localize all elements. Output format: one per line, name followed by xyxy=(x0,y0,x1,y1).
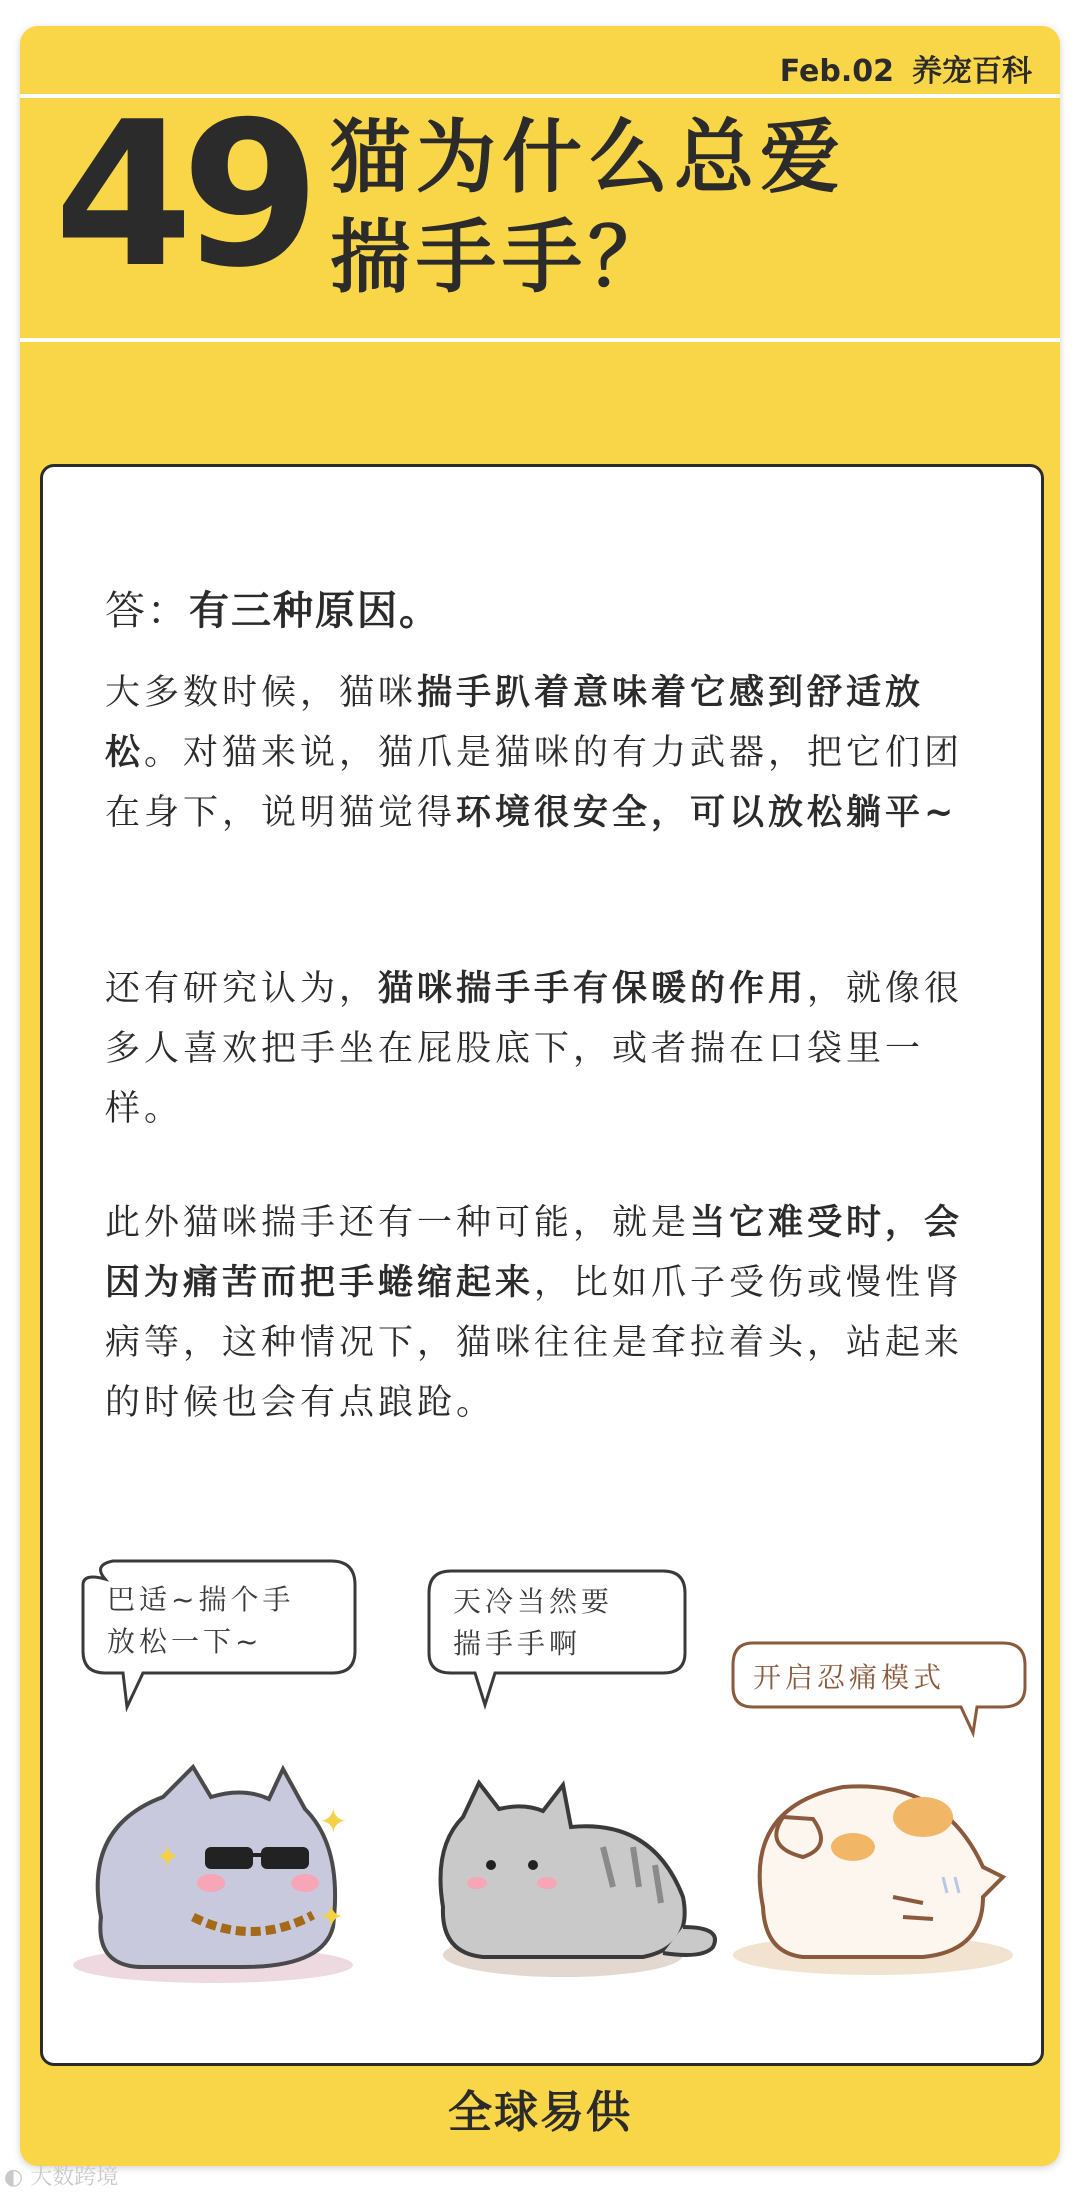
cat2-bubble-line1: 天冷当然要 xyxy=(453,1585,614,1618)
para2-text-1: 还有研究认为， xyxy=(105,969,379,1009)
content-panel xyxy=(40,464,1044,2066)
svg-text:✦: ✦ xyxy=(319,1900,345,1935)
svg-text:✦: ✦ xyxy=(155,1840,181,1875)
page-title xyxy=(330,108,846,308)
answer-line xyxy=(105,579,441,636)
paragraph-1 xyxy=(105,663,985,843)
para3-bold-1: 当它难受时，会因为痛苦而把手蜷缩起来 xyxy=(105,1203,964,1303)
cat2-speech-bubble xyxy=(429,1571,685,1705)
cat1-bubble-line1: 巴适~揣个手 xyxy=(107,1583,295,1616)
cool-cat xyxy=(73,1767,353,1983)
para3-text-2: ，比如爪子受伤或慢性肾病等，这种情况下，猫咪往往是耷拉着头，站起来的时候也会有点踉跄。 xyxy=(105,1263,964,1423)
answer-prefix: 答： xyxy=(105,588,189,634)
svg-text:✦: ✦ xyxy=(319,1802,348,1842)
calico-cat xyxy=(733,1786,1013,1975)
cat1-bubble-line2: 放松一下~ xyxy=(107,1625,263,1658)
cats-illustration xyxy=(43,1547,1041,2017)
cat2-bubble-line2: 揣手手啊 xyxy=(453,1627,582,1660)
footer-brand: 全球易供 xyxy=(448,2087,632,2138)
header-bottom-rule xyxy=(20,338,1060,342)
para1-text-2: 。对猫来说，猫爪是猫咪的有力武器，把它们团在身下，说明猫觉得 xyxy=(105,733,964,833)
title-line-1: 猫为什么总爱 xyxy=(330,111,846,204)
watermark-text: 大数跨境 xyxy=(30,2165,119,2190)
article-number: 49 xyxy=(54,79,309,312)
answer-text: 有三种原因。 xyxy=(189,588,441,634)
cat3-bubble-line1: 开启忍痛模式 xyxy=(753,1661,946,1694)
para2-text-2: ，就像很多人喜欢把手坐在屁股底下，或者揣在口袋里一样。 xyxy=(105,969,964,1129)
paragraph-2 xyxy=(105,959,985,1139)
sunglasses-left xyxy=(205,1847,253,1869)
para1-bold-1: 揣手趴着意味着它感到舒适放松 xyxy=(105,673,925,773)
tabby-cat xyxy=(441,1783,716,1977)
article-card xyxy=(20,26,1060,2166)
header-date-line xyxy=(780,46,1032,90)
date-label: Feb.02 xyxy=(779,54,894,89)
cat3-speech-bubble xyxy=(733,1643,1025,1733)
para1-bold-2: 环境很安全，可以放松躺平~ xyxy=(456,793,958,833)
category-label: 养宠百科 xyxy=(912,54,1032,89)
watermark-logo-icon: ◐ xyxy=(4,2165,24,2190)
cat1-speech-bubble xyxy=(83,1561,355,1707)
watermark xyxy=(4,2160,118,2191)
sunglasses-right xyxy=(261,1847,309,1869)
paragraph-3 xyxy=(105,1193,985,1433)
para2-bold-1: 猫咪揣手手有保暖的作用 xyxy=(378,969,808,1009)
para1-text-1: 大多数时候，猫咪 xyxy=(105,673,418,713)
title-line-2: 揣手手？ xyxy=(330,211,674,304)
para3-text-1: 此外猫咪揣手还有一种可能，就是 xyxy=(105,1203,691,1243)
